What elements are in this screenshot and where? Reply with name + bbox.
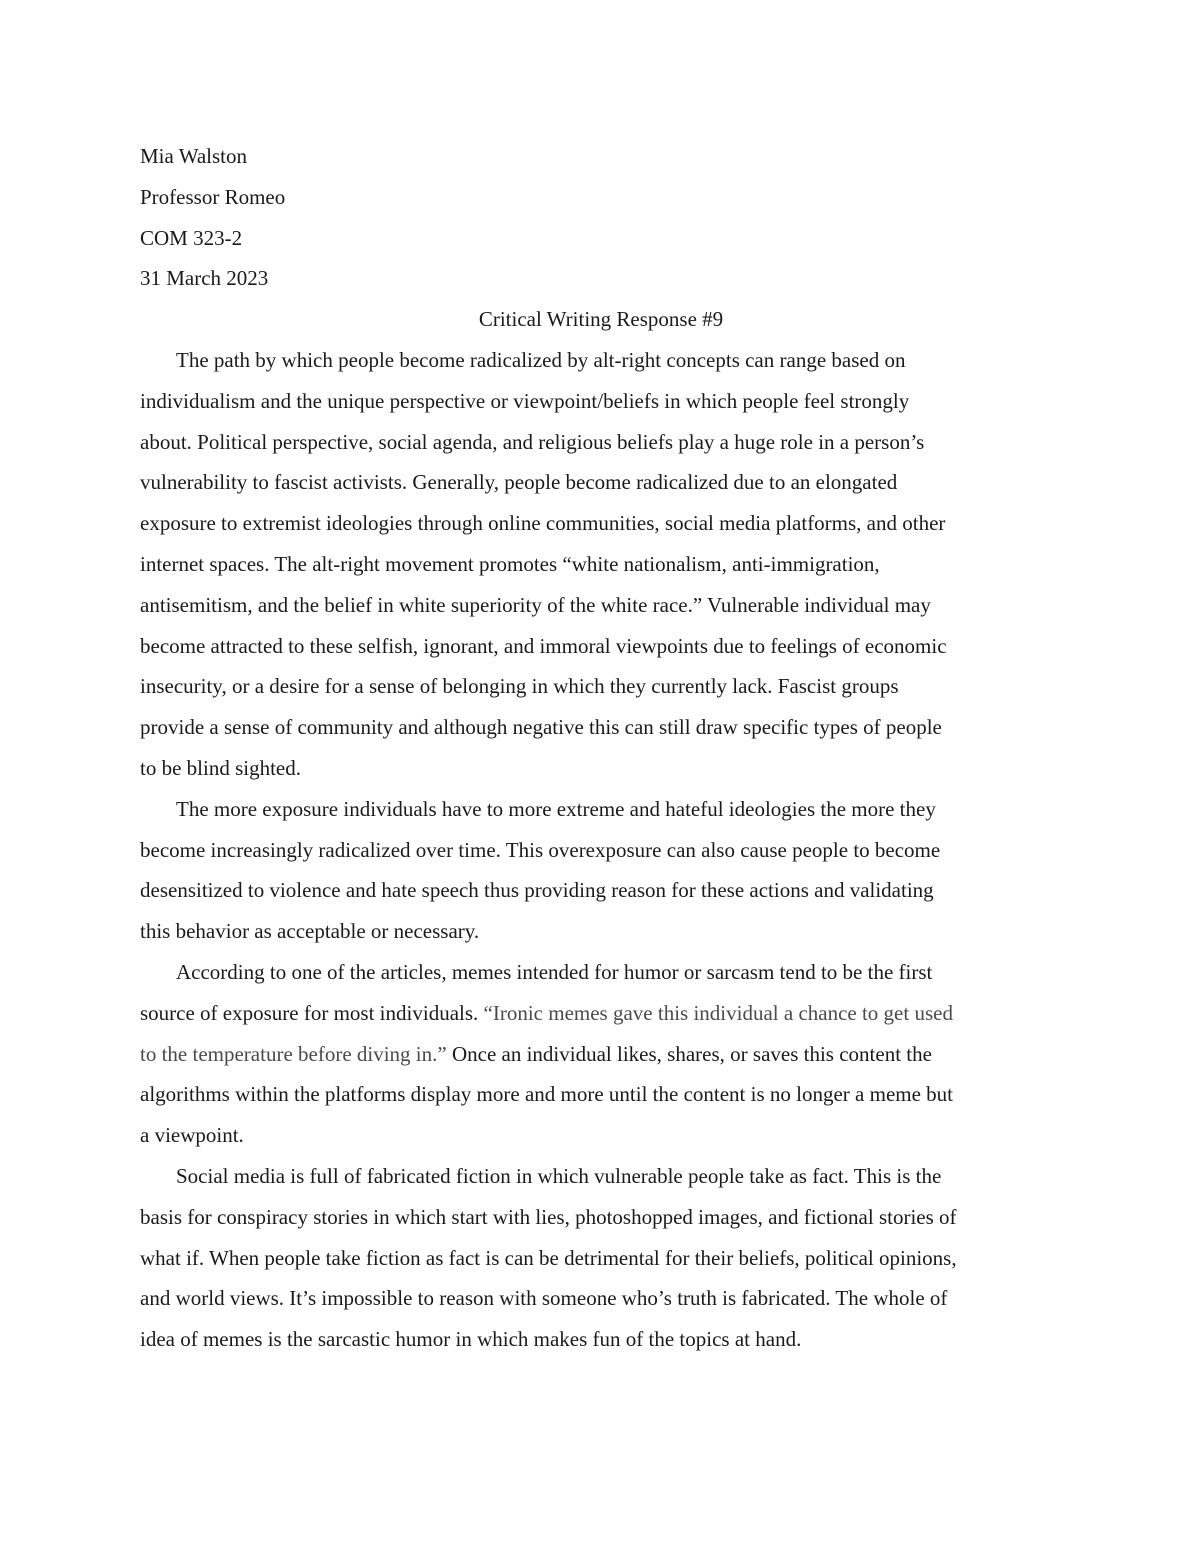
paragraph-line: algorithms within the platforms display more and more until the content is no longer a meme but (140, 1082, 954, 1107)
professor-name: Professor Romeo (140, 184, 286, 209)
paragraph-line: what if. When people take fiction as fact is can be detrimental for their beliefs, political opinions, (140, 1245, 957, 1270)
paragraph-line: to be blind sighted. (140, 755, 301, 780)
paragraph-3 (140, 952, 1062, 1156)
paragraph-text: Once an individual likes, shares, or saves this content the (446, 1041, 932, 1066)
paragraph-line: and world views. It’s impossible to reason with someone who’s truth is fabricated. The whole of (140, 1286, 948, 1311)
paragraph-line: become attracted to these selfish, ignorant, and immoral viewpoints due to feelings of economic (140, 633, 947, 658)
paragraph-2 (140, 789, 1062, 952)
document-body (140, 136, 1062, 1360)
paragraph-line (140, 993, 1062, 1034)
document-date: 31 March 2023 (140, 266, 269, 291)
paragraph-text: source of exposure for most individuals. (140, 1000, 484, 1025)
paragraph-line: provide a sense of community and although negative this can still draw specific types of people (140, 715, 942, 740)
paragraph-line: insecurity, or a desire for a sense of belonging in which they currently lack. Fascist groups (140, 674, 899, 699)
paragraph-line: idea of memes is the sarcastic humor in which makes fun of the topics at hand. (140, 1327, 802, 1352)
paragraph-line (140, 1034, 1062, 1075)
paragraph-line: The more exposure individuals have to more extreme and hateful ideologies the more they (176, 796, 936, 821)
paragraph-line: about. Political perspective, social agenda, and religious beliefs play a huge role in a person’s (140, 429, 925, 454)
paragraph-line: antisemitism, and the belief in white superiority of the white race.” Vulnerable individual may (140, 592, 931, 617)
paragraph-line: basis for conspiracy stories in which start with lies, photoshopped images, and fictional stories of (140, 1204, 957, 1229)
course-code: COM 323-2 (140, 225, 243, 250)
paragraph-line: individualism and the unique perspective or viewpoint/beliefs in which people feel strongly (140, 388, 910, 413)
author-name: Mia Walston (140, 144, 247, 168)
paragraph-4 (140, 1156, 1062, 1360)
paragraph-line: The path by which people become radicalized by alt-right concepts can range based on (176, 347, 906, 372)
paragraph-line: desensitized to violence and hate speech thus providing reason for these actions and validating (140, 878, 934, 903)
quoted-text: to the temperature before diving in.” (140, 1041, 447, 1066)
paragraph-line: a viewpoint. (140, 1123, 244, 1148)
paragraph-line: According to one of the articles, memes intended for humor or sarcasm tend to be the first (176, 959, 933, 984)
document-title: Critical Writing Response #9 (478, 307, 724, 332)
paragraph-line: this behavior as acceptable or necessary. (140, 919, 480, 944)
paragraph-1 (140, 340, 1062, 789)
paragraph-line: internet spaces. The alt-right movement promotes “white nationalism, anti-immigration, (140, 551, 880, 576)
paragraph-line: vulnerability to fascist activists. Generally, people become radicalized due to an elongated (140, 470, 898, 495)
paragraph-line: become increasingly radicalized over time. This overexposure can also cause people to become (140, 837, 941, 862)
quoted-text: “Ironic memes gave this individual a chance to get used (483, 1000, 953, 1025)
paragraph-line: Social media is full of fabricated fiction in which vulnerable people take as fact. This is the (176, 1163, 942, 1188)
paragraph-line: exposure to extremist ideologies through online communities, social media platforms, and other (140, 511, 946, 536)
